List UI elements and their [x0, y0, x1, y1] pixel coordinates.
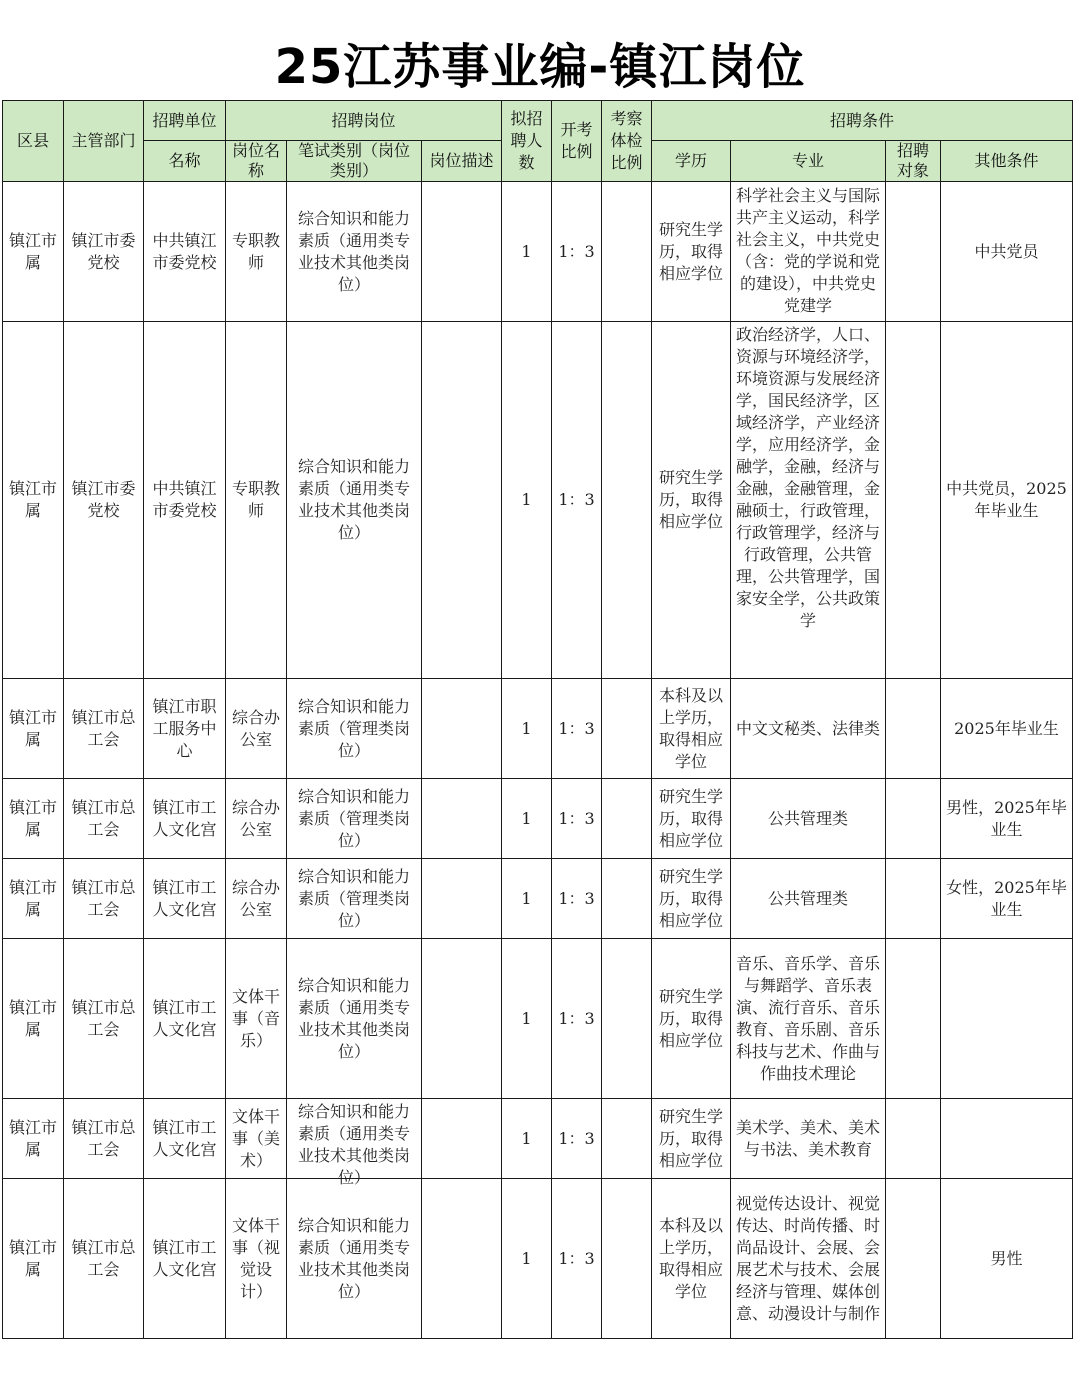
cell-other: 2025年毕业生 — [941, 679, 1073, 779]
cell-major: 公共管理类 — [731, 859, 886, 939]
header-exam-type: 笔试类别（岗位类别） — [287, 141, 422, 182]
table-row — [3, 1099, 1073, 1179]
cell-major: 科学社会主义与国际共产主义运动，科学社会主义，中共党史（含：党的学说和党的建设），中共党史党建学 — [731, 182, 886, 322]
cell-count: 1 — [502, 859, 552, 939]
table-row — [3, 182, 1073, 322]
cell-desc — [422, 182, 502, 322]
cell-dept: 镇江市委党校 — [64, 182, 144, 322]
cell-major: 中文文秘类、法律类 — [731, 679, 886, 779]
cell-ratio: 1：3 — [552, 939, 602, 1099]
cell-other — [941, 1099, 1073, 1179]
table-header — [3, 101, 1073, 182]
cell-district: 镇江市属 — [3, 859, 64, 939]
cell-district: 镇江市属 — [3, 1179, 64, 1339]
table-row — [3, 679, 1073, 779]
header-post-group: 招聘岗位 — [226, 101, 502, 141]
header-major: 专业 — [731, 141, 886, 182]
table-row — [3, 322, 1073, 679]
cell-count: 1 — [502, 1099, 552, 1179]
cell-ratio: 1：3 — [552, 1179, 602, 1339]
cell-district: 镇江市属 — [3, 182, 64, 322]
cell-target — [886, 679, 941, 779]
cell-post: 综合办公室 — [226, 679, 287, 779]
cell-major: 美术学、美术、美术与书法、美术教育 — [731, 1099, 886, 1179]
cell-target — [886, 939, 941, 1099]
cell-exam: 综合知识和能力素质（通用类专业技术其他类岗位） — [287, 182, 422, 322]
cell-check — [602, 779, 652, 859]
cell-unit: 镇江市工人文化宫 — [144, 1099, 226, 1179]
header-cond-group: 招聘条件 — [652, 101, 1073, 141]
cell-post: 综合办公室 — [226, 779, 287, 859]
cell-district: 镇江市属 — [3, 322, 64, 679]
cell-post: 综合办公室 — [226, 859, 287, 939]
cell-major: 视觉传达设计、视觉传达、时尚传播、时尚品设计、会展、会展艺术与技术、会展经济与管理、媒体创意、动漫设计与制作 — [731, 1179, 886, 1339]
cell-count: 1 — [502, 939, 552, 1099]
cell-major: 公共管理类 — [731, 779, 886, 859]
header-post-name: 岗位名称 — [226, 141, 287, 182]
cell-dept: 镇江市总工会 — [64, 1099, 144, 1179]
cell-exam: 综合知识和能力素质（通用类专业技术其他类岗位） — [287, 939, 422, 1099]
cell-unit: 中共镇江市委党校 — [144, 182, 226, 322]
cell-unit: 中共镇江市委党校 — [144, 322, 226, 679]
cell-post: 文体干事（音乐） — [226, 939, 287, 1099]
cell-unit: 镇江市工人文化宫 — [144, 859, 226, 939]
recruitment-table — [2, 100, 1073, 1339]
cell-post: 专职教师 — [226, 322, 287, 679]
cell-edu: 研究生学历，取得相应学位 — [652, 322, 731, 679]
header-target: 招聘对象 — [886, 141, 941, 182]
cell-other — [941, 939, 1073, 1099]
cell-ratio: 1：3 — [552, 1099, 602, 1179]
cell-desc — [422, 679, 502, 779]
cell-desc — [422, 1099, 502, 1179]
header-other: 其他条件 — [941, 141, 1073, 182]
cell-major: 政治经济学，人口、资源与环境经济学，环境资源与发展经济学，国民经济学，区域经济学，产业经济学，应用经济学，金融学，金融，经济与金融，金融管理，金融硕士，行政管理，行政管理学，经济与行政管理，公共管理，公共管理学，国家安全学，公共政策学 — [731, 322, 886, 679]
cell-exam: 综合知识和能力素质（通用类专业技术其他类岗位） — [287, 1099, 422, 1179]
cell-dept: 镇江市总工会 — [64, 679, 144, 779]
header-check-ratio: 考察体检比例 — [602, 101, 652, 182]
cell-unit: 镇江市职工服务中心 — [144, 679, 226, 779]
cell-dept: 镇江市总工会 — [64, 1179, 144, 1339]
table-body — [3, 182, 1073, 1339]
cell-exam: 综合知识和能力素质（管理类岗位） — [287, 679, 422, 779]
cell-target — [886, 779, 941, 859]
cell-ratio: 1：3 — [552, 859, 602, 939]
cell-ratio: 1：3 — [552, 182, 602, 322]
cell-desc — [422, 1179, 502, 1339]
cell-dept: 镇江市总工会 — [64, 939, 144, 1099]
cell-other: 女性，2025年毕业生 — [941, 859, 1073, 939]
cell-edu: 研究生学历，取得相应学位 — [652, 1099, 731, 1179]
header-unit-group: 招聘单位 — [144, 101, 226, 141]
header-count: 拟招聘人数 — [502, 101, 552, 182]
cell-desc — [422, 859, 502, 939]
cell-exam: 综合知识和能力素质（通用类专业技术其他类岗位） — [287, 1179, 422, 1339]
cell-district: 镇江市属 — [3, 939, 64, 1099]
header-edu: 学历 — [652, 141, 731, 182]
cell-ratio: 1：3 — [552, 322, 602, 679]
cell-check — [602, 939, 652, 1099]
header-unit-name: 名称 — [144, 141, 226, 182]
cell-check — [602, 1099, 652, 1179]
cell-check — [602, 1179, 652, 1339]
cell-check — [602, 322, 652, 679]
cell-major: 音乐、音乐学、音乐与舞蹈学、音乐表演、流行音乐、音乐教育、音乐剧、音乐科技与艺术、作曲与作曲技术理论 — [731, 939, 886, 1099]
cell-edu: 研究生学历，取得相应学位 — [652, 859, 731, 939]
cell-target — [886, 859, 941, 939]
cell-post: 文体干事（美术） — [226, 1099, 287, 1179]
cell-desc — [422, 939, 502, 1099]
cell-other: 中共党员，2025年毕业生 — [941, 322, 1073, 679]
cell-exam: 综合知识和能力素质（管理类岗位） — [287, 859, 422, 939]
cell-target — [886, 1099, 941, 1179]
table-row — [3, 859, 1073, 939]
cell-count: 1 — [502, 182, 552, 322]
cell-check — [602, 859, 652, 939]
cell-district: 镇江市属 — [3, 779, 64, 859]
cell-post: 专职教师 — [226, 182, 287, 322]
cell-edu: 研究生学历，取得相应学位 — [652, 939, 731, 1099]
cell-district: 镇江市属 — [3, 679, 64, 779]
cell-target — [886, 322, 941, 679]
cell-count: 1 — [502, 679, 552, 779]
table-row — [3, 1179, 1073, 1339]
table-row — [3, 779, 1073, 859]
cell-ratio: 1：3 — [552, 679, 602, 779]
cell-other: 男性 — [941, 1179, 1073, 1339]
cell-target — [886, 1179, 941, 1339]
cell-count: 1 — [502, 1179, 552, 1339]
table-row — [3, 939, 1073, 1099]
cell-target — [886, 182, 941, 322]
cell-other: 中共党员 — [941, 182, 1073, 322]
cell-ratio: 1：3 — [552, 779, 602, 859]
header-district: 区县 — [3, 101, 64, 182]
cell-post: 文体干事（视觉设计） — [226, 1179, 287, 1339]
cell-unit: 镇江市工人文化宫 — [144, 1179, 226, 1339]
cell-desc — [422, 322, 502, 679]
cell-edu: 本科及以上学历，取得相应学位 — [652, 1179, 731, 1339]
cell-exam: 综合知识和能力素质（管理类岗位） — [287, 779, 422, 859]
cell-dept: 镇江市总工会 — [64, 779, 144, 859]
cell-check — [602, 679, 652, 779]
cell-unit: 镇江市工人文化宫 — [144, 939, 226, 1099]
cell-check — [602, 182, 652, 322]
cell-unit: 镇江市工人文化宫 — [144, 779, 226, 859]
header-post-desc: 岗位描述 — [422, 141, 502, 182]
cell-other: 男性，2025年毕业生 — [941, 779, 1073, 859]
cell-dept: 镇江市委党校 — [64, 322, 144, 679]
header-ratio: 开考比例 — [552, 101, 602, 182]
cell-edu: 研究生学历，取得相应学位 — [652, 182, 731, 322]
cell-dept: 镇江市总工会 — [64, 859, 144, 939]
cell-count: 1 — [502, 779, 552, 859]
cell-edu: 本科及以上学历，取得相应学位 — [652, 679, 731, 779]
cell-edu: 研究生学历，取得相应学位 — [652, 779, 731, 859]
cell-exam: 综合知识和能力素质（通用类专业技术其他类岗位） — [287, 322, 422, 679]
cell-district: 镇江市属 — [3, 1099, 64, 1179]
page-title: 25江苏事业编-镇江岗位 — [274, 39, 806, 95]
cell-count: 1 — [502, 322, 552, 679]
cell-desc — [422, 779, 502, 859]
header-dept: 主管部门 — [64, 101, 144, 182]
